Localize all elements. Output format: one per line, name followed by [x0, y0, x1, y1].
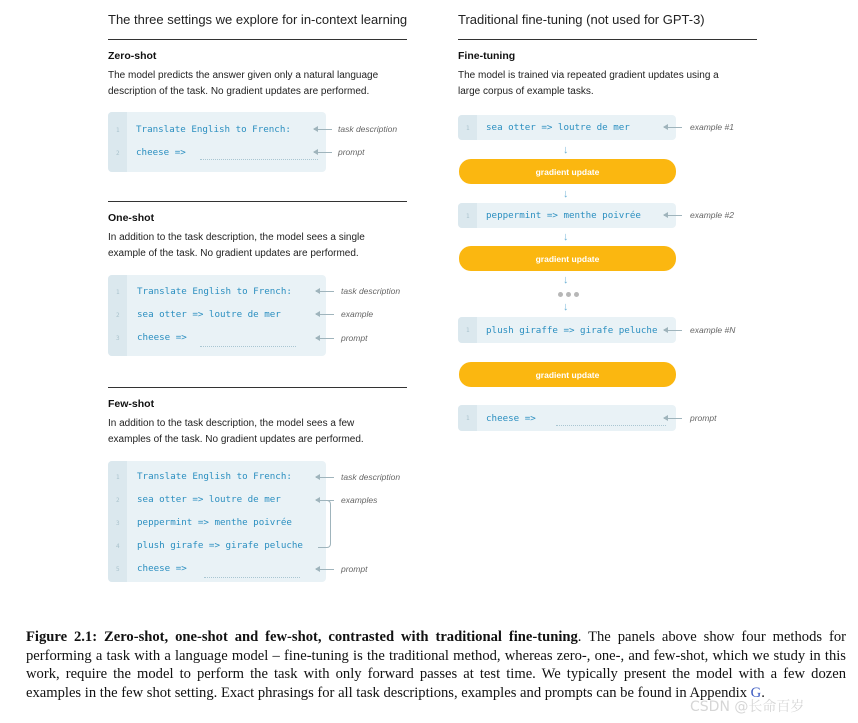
down-arrow-icon: ↓ — [563, 274, 569, 286]
line-number: 3 — [116, 335, 120, 342]
examples-bracket — [318, 500, 331, 548]
divider — [108, 387, 407, 388]
appendix-link[interactable]: G — [750, 684, 762, 701]
few-shot-description: In addition to the task description, the model sees a few examples of the task. No gradient updates are performed. — [108, 418, 364, 445]
caption-text: . The panels above show four methods for performing a task with a language model – fine-tuning is the traditional method, whereas zero-, one-, and few-shot, which we study in this work, require the model to perform the task with only forward passes at test time. We typically present the model with a few dozen examples in the few shot setting. Exact phrasings for all task descriptions, examples and prompts can be found in Appendix — [26, 629, 846, 701]
annotation-prompt: prompt — [341, 564, 368, 574]
prompt-line: cheese => — [136, 147, 186, 158]
prompt-box — [458, 405, 676, 431]
fine-tuning-description: The model is trained via repeated gradient updates using a large corpus of example tasks. — [458, 70, 719, 97]
line-number: 3 — [116, 520, 120, 527]
line-number: 1 — [466, 213, 470, 220]
annotation-task-description: task description — [338, 124, 398, 134]
watermark: CSDN @长命百岁 ️ — [690, 699, 809, 715]
answer-blank — [204, 576, 300, 578]
annotation-task-description: task description — [341, 286, 401, 296]
ellipsis-dot — [574, 292, 579, 297]
annotation-task-description: task description — [341, 472, 401, 482]
annotation-leader — [314, 152, 332, 153]
gradient-update-pill: gradient update — [459, 362, 676, 387]
line-gutter — [108, 112, 127, 172]
divider — [108, 39, 407, 40]
left-column-title: The three settings we explore for in-context learning — [108, 12, 408, 27]
ellipsis-dot — [566, 292, 571, 297]
zero-shot-title: Zero-shot — [108, 50, 157, 62]
line-number: 1 — [116, 127, 120, 134]
example-line: plush giraffe => girafe peluche — [486, 325, 658, 336]
annotation-prompt: prompt — [341, 333, 368, 343]
prompt-line: cheese => — [137, 563, 187, 574]
annotation-leader — [664, 418, 682, 419]
example-line: sea otter => loutre de mer — [486, 122, 630, 133]
answer-blank — [200, 345, 296, 347]
annotation-example-2: example #2 — [690, 210, 734, 220]
annotation-examples: examples — [341, 495, 378, 505]
line-number: 1 — [116, 289, 120, 296]
line-number: 2 — [116, 312, 120, 319]
few-shot-title: Few-shot — [108, 398, 155, 410]
divider — [108, 201, 407, 202]
annotation-leader — [316, 477, 334, 478]
caption-text-end: . — [761, 684, 765, 701]
line-number: 4 — [116, 543, 120, 550]
annotation-prompt: prompt — [338, 147, 365, 157]
prompt-line: cheese => — [137, 332, 187, 343]
annotation-example-n: example #N — [690, 325, 736, 335]
annotation-leader — [316, 569, 334, 570]
caption-label: Figure 2.1: Zero-shot, one-shot and few-shot, contrasted with traditional fine-tuning — [26, 629, 578, 645]
example-line: sea otter => loutre de mer — [137, 494, 281, 505]
answer-blank — [556, 424, 666, 426]
task-description-line: Translate English to French: — [136, 124, 291, 135]
zero-shot-code-box — [108, 112, 326, 172]
example-box — [458, 203, 676, 228]
annotation-leader — [316, 314, 334, 315]
one-shot-code-box — [108, 275, 326, 356]
task-description-line: Translate English to French: — [137, 286, 292, 297]
line-number: 1 — [466, 327, 470, 334]
gradient-update-pill: gradient update — [459, 246, 676, 271]
down-arrow-icon: ↓ — [563, 188, 569, 200]
annotation-leader — [316, 291, 334, 292]
task-description-line: Translate English to French: — [137, 471, 292, 482]
example-box — [458, 317, 676, 343]
down-arrow-icon: ↓ — [563, 231, 569, 243]
figure-caption — [26, 628, 846, 702]
gradient-update-pill: gradient update — [459, 159, 676, 184]
annotation-leader — [664, 127, 682, 128]
line-number: 1 — [466, 125, 470, 132]
example-line: plush girafe => girafe peluche — [137, 540, 303, 551]
down-arrow-icon: ↓ — [563, 301, 569, 313]
divider — [458, 39, 757, 40]
line-number: 2 — [116, 497, 120, 504]
annotation-leader — [316, 500, 334, 501]
example-line: peppermint => menthe poivrée — [137, 517, 292, 528]
one-shot-description: In addition to the task description, the model sees a single example of the task. No gradient updates are performed. — [108, 232, 365, 259]
line-number: 1 — [466, 415, 470, 422]
annotation-leader — [316, 338, 334, 339]
example-box — [458, 115, 676, 140]
line-number: 1 — [116, 474, 120, 481]
annotation-leader — [664, 215, 682, 216]
annotation-example-1: example #1 — [690, 122, 734, 132]
fine-tuning-title: Fine-tuning — [458, 50, 516, 62]
few-shot-code-box — [108, 461, 326, 582]
annotation-leader — [314, 129, 332, 130]
annotation-leader — [664, 330, 682, 331]
down-arrow-icon: ↓ — [563, 144, 569, 156]
right-column-title: Traditional fine-tuning (not used for GPT-3) — [458, 12, 705, 27]
prompt-line: cheese => — [486, 413, 536, 424]
zero-shot-description: The model predicts the answer given only a natural language description of the task. No gradient updates are performed. — [108, 70, 379, 97]
annotation-example: example — [341, 309, 374, 319]
line-number: 5 — [116, 566, 120, 573]
example-line: sea otter => loutre de mer — [137, 309, 281, 320]
annotation-prompt: prompt — [690, 413, 717, 423]
answer-blank — [200, 158, 318, 160]
ellipsis-dot — [558, 292, 563, 297]
example-line: peppermint => menthe poivrée — [486, 210, 641, 221]
line-number: 2 — [116, 150, 120, 157]
one-shot-title: One-shot — [108, 212, 155, 224]
